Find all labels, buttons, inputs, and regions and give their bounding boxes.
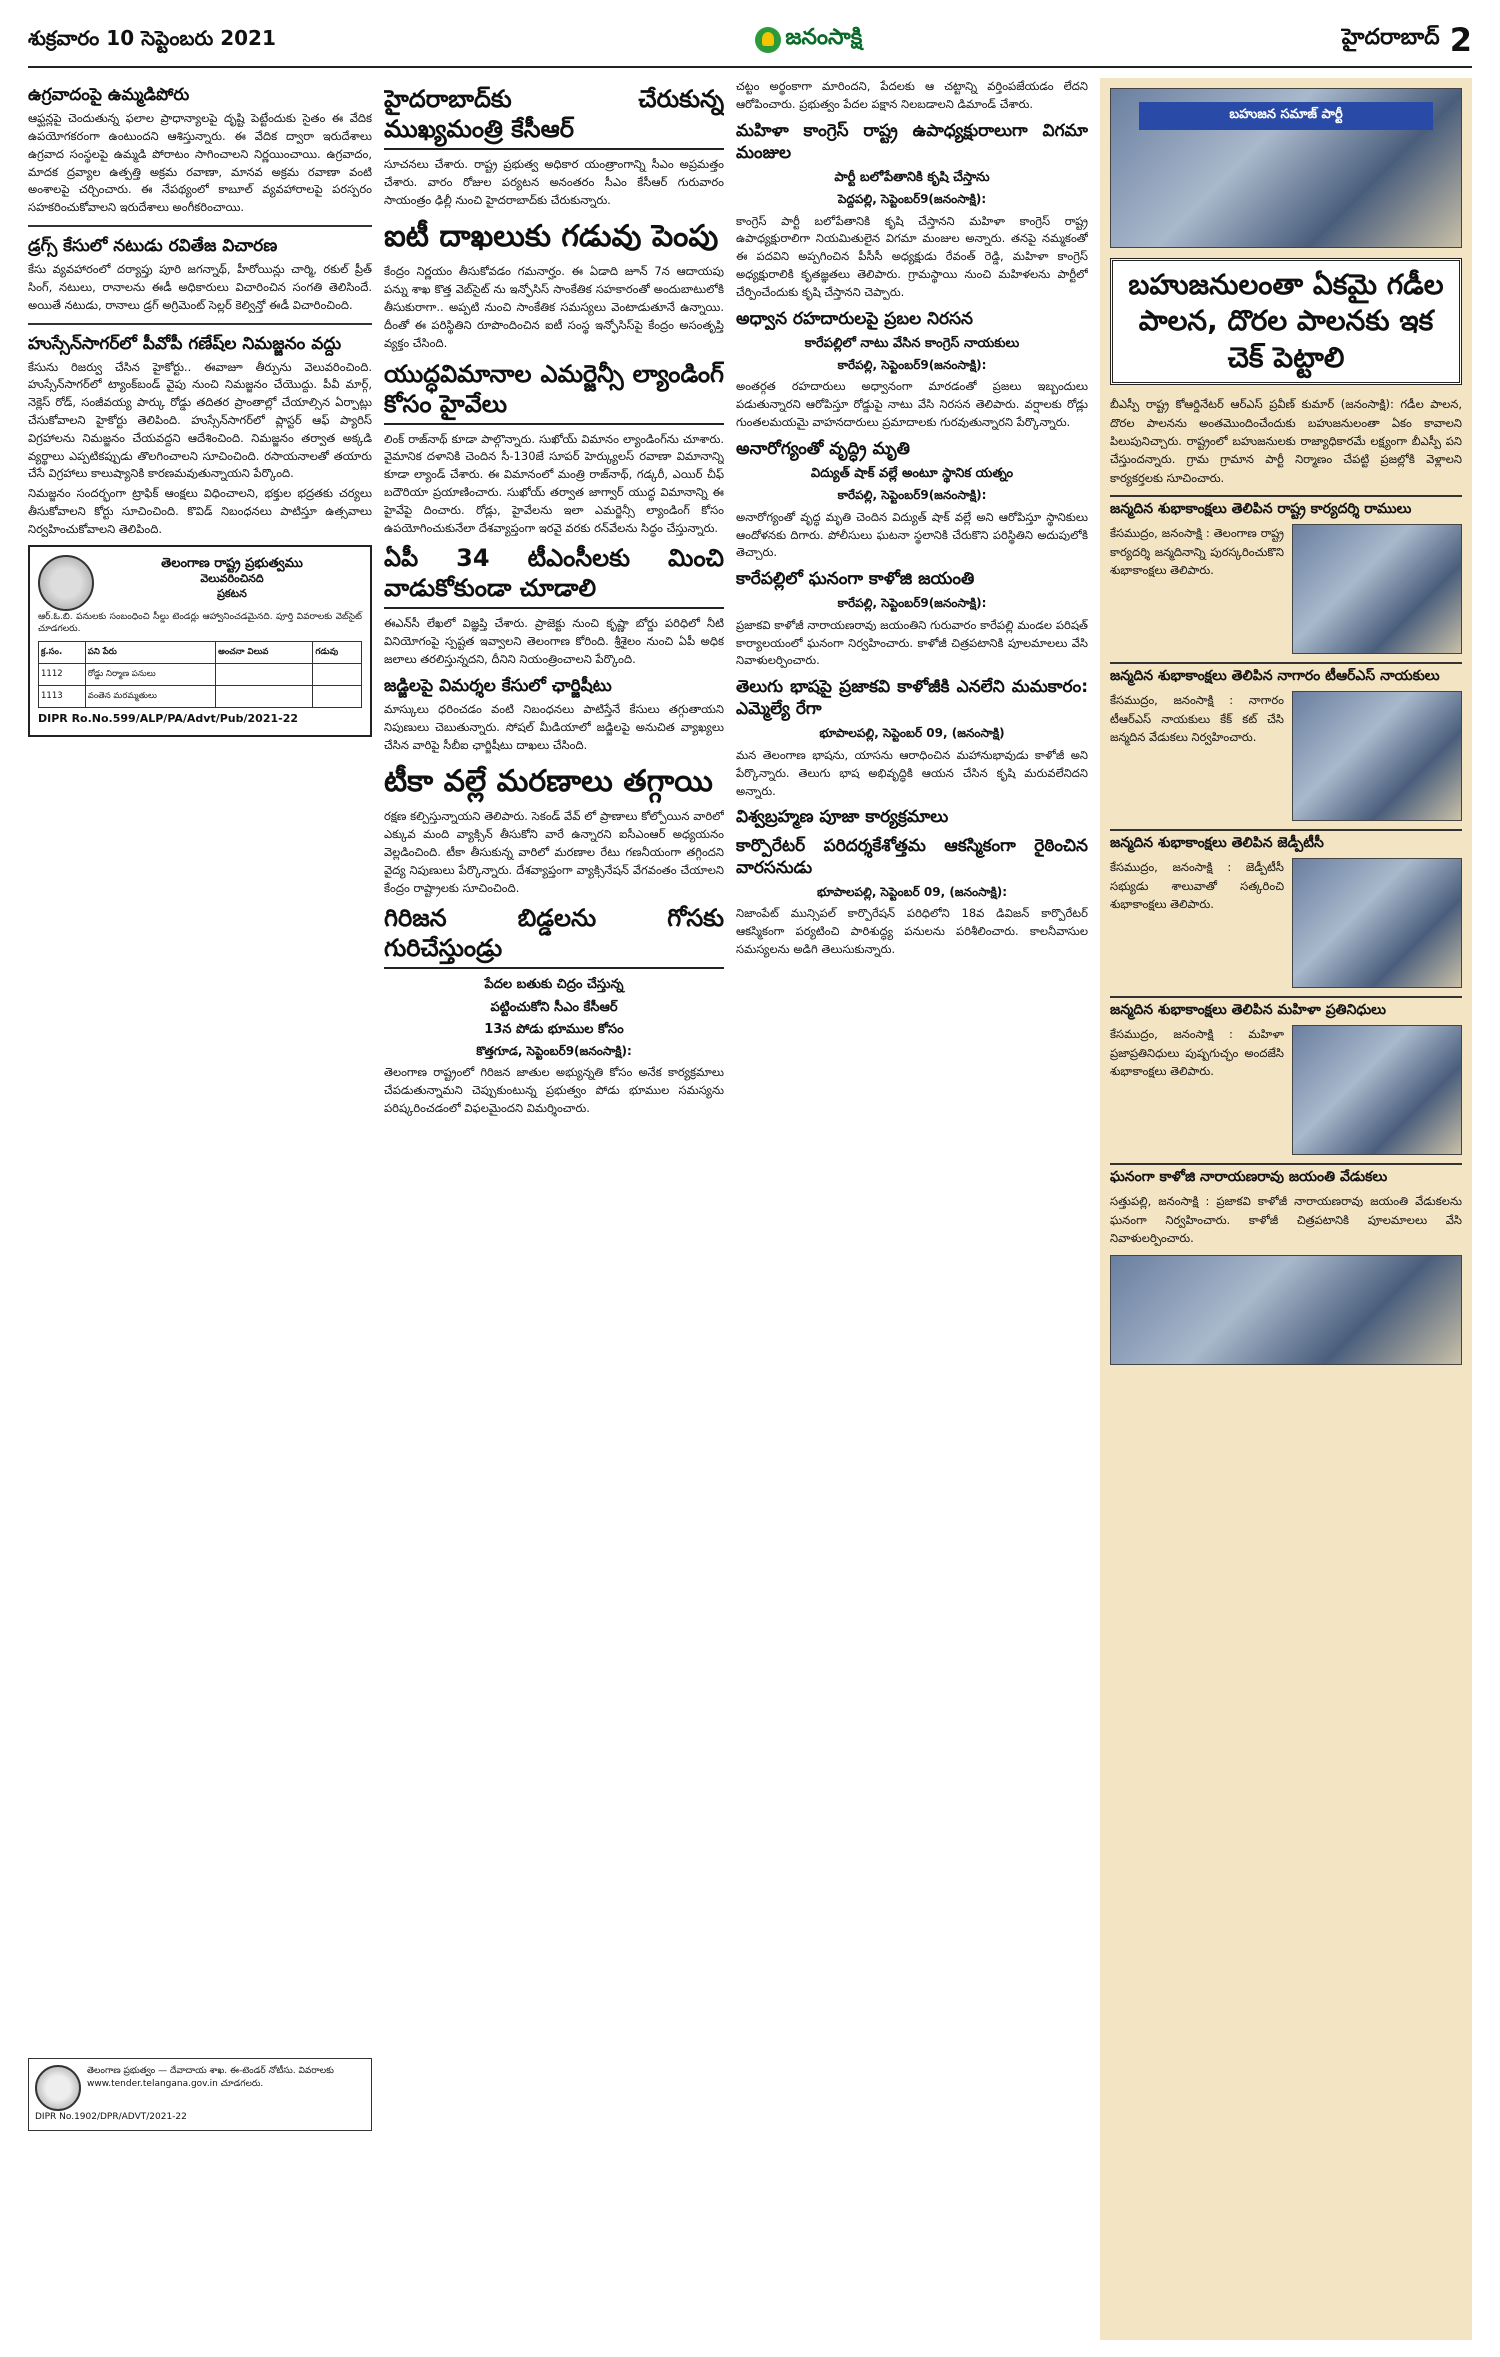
headline-puja: విశ్వబ్రహ్మణ పూజా కార్యక్రమాలు <box>736 807 949 828</box>
issue-date: శుక్రవారం 10 సెప్టెంబరు 2021 <box>28 25 276 50</box>
masthead <box>28 14 1472 66</box>
headline-telugu-kaloji: తెలుగు భాషపై ప్రజాకవి కాళోజీకి ఎనలేని మమకారం: ఎమ్మెల్యే రేగా <box>736 677 1088 720</box>
ad-col-header: అంచనా విలువ <box>216 642 313 664</box>
article-text: లింక్ రాజ్‌నాథ్ కూడా పాల్గొన్నారు. సుఖోయ్ విమానం ల్యాండింగ్‌ను చూశారు. వైమానిక దళానికి చెందిన సీ-130జే సూపర్ హెర్క్యులస్ రవాణా విమానాన్ని కూడా ల్యాండ్ చేశారు. ఈ విమానంలో మంత్రి రాజ్‌నాథ్, గడ్కరీ, ఎయిర్ చీఫ్ బదౌరియా ప్రయాణించారు. సుఖోయ్ తర్వాత జాగ్వార్ యుద్ధ విమానాన్ని ఈ హైవేపై దించారు. రోడ్లు, హైవేలను ఇలా ఎమర్జెన్సీ ల్యాండింగ్ కోసం ఉపయోగించుకునేలా దేశవ్యాప్తంగా ఇరవై వరకు రన్‌వేలను సిద్ధం చేస్తున్నారు. <box>384 431 724 535</box>
ad-cell <box>216 664 313 686</box>
article-text: సూచనలు చేశారు. రాష్ట్ర ప్రభుత్వ అధికార యంత్రాంగాన్ని సీఎం అప్రమత్తం చేశారు. వారం రోజుల పర్యటన అనంతరం సీఎం కేసీఆర్ గురువారం సాయంత్రం ఢిల్లీ నుంచి హైదరాబాద్‌కు చేరుకున్నారు. <box>384 157 724 207</box>
masthead-rule <box>28 66 1472 68</box>
subhead-birthday-3: జన్మదిన శుభాకాంక్షలు తెలిపిన జెడ్పీటీసీ <box>1110 829 1462 854</box>
ad-cell: వంతెన మరమ్మతులు <box>85 686 215 708</box>
headline-kaloji-karepalli: కారేపల్లిలో ఘనంగా కాళోజి జయంతి <box>736 569 975 590</box>
article-text: తెలంగాణ రాష్ట్రంలో గిరిజన జాతుల అభ్యున్నతి కోసం అనేక కార్యక్రమాలు చేపడుతున్నామని చెప్పుకుంటున్న ప్రభుత్వం పోడు భూముల సమస్యను పరిష్కరించడంలో విఫలమైందని విమర్శించారు. <box>384 1065 724 1116</box>
headline-tribal: గిరిజన బిడ్డలను గోసకు గురిచేస్తుండ్రు <box>384 903 724 969</box>
dateline: భూపాలపల్లి, సెప్టెంబర్ 09, (జనంసాక్షి): <box>816 884 1008 899</box>
subhead-birthday-4: జన్మదిన శుభాకాంక్షలు తెలిపిన మహిళా ప్రతినిధులు <box>1110 996 1462 1021</box>
ad-col-header: క్ర.సం. <box>39 642 86 664</box>
article-text: కాంగ్రెస్ పార్టీ బలోపేతానికి కృషి చేస్తానని మహిళా కాంగ్రెస్ రాష్ట్ర ఉపాధ్యక్షురాలిగా నియమితులైన విగమా మంజుల అన్నారు. తనపై నమ్మకంతో ఈ పదవిని అప్పగించిన పీసీసీ అధ్యక్షుడు రేవంత్ రెడ్డి, మహిళా కాంగ్రెస్ అధ్యక్షురాలికి కృతజ్ఞతలు తెలిపారు. గ్రామస్థాయి నుంచి మహిళలను పార్టీలో చేర్పించేందుకు కృషి చేస్తానని చెప్పారు. <box>736 213 1088 299</box>
notice-text: తెలంగాణ ప్రభుత్వం — దేవాదాయ శాఖ. ఈ-టెండర్ నోటీసు. వివరాలకు www.tender.telangana.gov.in చూడగలరు. <box>87 2066 334 2089</box>
dateline: కారేపల్లి, సెప్టెంబర్9(జనంసాక్షి): <box>837 488 987 503</box>
ad-col-header: పని పేరు <box>85 642 215 664</box>
photo-banner: బహుజన సమాజ్ పార్టీ <box>1139 102 1433 130</box>
dateline: కారేపల్లి, సెప్టెంబర్9(జనంసాక్షి): <box>837 596 987 611</box>
divider <box>28 323 372 325</box>
article-text: కేసముద్రం, జనంసాక్షి : నాగారం టీఆర్ఎస్ నాయకులు కేక్ కట్ చేసి జన్మదిన వేడుకలు నిర్వహించారు. <box>1110 693 1284 744</box>
headline-roads-protest: అధ్వాన రహదారులపై ప్రబల నిరసన <box>736 308 973 329</box>
headline-vaccine: టీకా వల్లే మరణాలు తగ్గాయి <box>384 764 713 800</box>
ad-cell: రోడ్డు నిర్మాణ పనులు <box>85 664 215 686</box>
dateline: భూపాలపల్లి, సెప్టెంబర్ 09, (జనంసాక్షి) <box>819 726 1005 741</box>
tender-notice <box>28 2058 372 2131</box>
article-text: కేసముద్రం, జనంసాక్షి : జెడ్పీటీసీ సభ్యుడు శాలువాతో సత్కరించి శుభాకాంక్షలు తెలిపారు. <box>1110 860 1284 911</box>
article-text: కేసముద్రం, జనంసాక్షి : తెలంగాణ రాష్ట్ర కార్యదర్శి జన్మదినాన్ని పురస్కరించుకొని శుభాకాంక్షలు తెలిపారు. <box>1110 526 1284 577</box>
headline-highways: యుద్ధవిమానాల ఎమర్జెన్సీ ల్యాండింగ్ కోసం హైవేలు <box>384 359 724 425</box>
column-3 <box>736 78 1088 2340</box>
ad-body: ఆర్.ఓ.బి. పనులకు సంబంధించి సీల్డు టెండర్లు ఆహ్వానించడమైనది. పూర్తి వివరాలకు వెబ్‌సైట్ చూడగలరు. <box>38 611 362 634</box>
subhead: పేదల బతుకు చిద్రం చేస్తున్న <box>484 977 624 993</box>
headline-bahujan: బహుజనులంతా ఏకమై గడీల పాలన, దొరల పాలనకు ఇక చెక్ పెట్టాలి <box>1110 258 1462 385</box>
paper-name: జనంసాక్షి <box>785 25 863 50</box>
news-item <box>1110 524 1462 654</box>
article-text: చట్టం అర్థంకాగా మారిందని, పేదలకు ఆ చట్టాన్ని వర్తింపజేయడం లేదని ఆరోపించారు. ప్రభుత్వం పేదల పక్షాన నిలబడాలని డిమాండ్ చేశారు. <box>736 79 1088 111</box>
ad-cell: 1112 <box>39 664 86 686</box>
subhead-birthday-2: జన్మదిన శుభాకాంక్షలు తెలిపిన నాగారం టీఆర్ఎస్ నాయకులు <box>1110 662 1462 687</box>
headline-judges: జడ్జిలపై విమర్శల కేసులో ఛార్జిషీటు <box>384 675 612 696</box>
headline-hussainsagar: హుస్సేన్‌సాగర్‌లో పీవోపీ గణేష్‌ల నిమజ్జనం వద్దు <box>28 333 342 354</box>
notice-dipr-number: DIPR No.1902/DPR/ADVT/2021-22 <box>35 2112 187 2122</box>
ad-table <box>38 641 362 708</box>
subhead: పట్టించుకోని సీఎం కేసీఆర్ <box>490 999 618 1015</box>
paper-logo <box>755 25 862 55</box>
article-text: కేసును రిజర్వు చేసిన హైకోర్టు.. ఈవాజూ తీర్పును వెలువరించింది. హుస్సేన్‌సాగర్‌లో ట్యాంక్‌బండ్ వైపు నుంచి నిమజ్జనం చేయొద్దు. పీవీ మార్గ్, నెక్లెస్ రోడ్, సంజీవయ్య పార్కు రోడ్డు తదితర ప్రాంతాల్లో చేయాల్సిన ఏర్పాట్లు చేసుకోవాలని హైకోర్టు తెలిపింది. హుస్సేన్‌సాగర్‌లో ప్లాస్టర్ ఆఫ్ ప్యారిస్ విగ్రహాలను నిమజ్జనం చేయవద్దని ఆదేశించింది. నిమజ్జనం తర్వాత అక్కడి వ్యర్థాలు ఎప్పటికప్పుడు తొలగించాలని సూచించింది. రసాయనాలతో తయారు చేసే విగ్రహాలు కాలుష్యానికి కారణమవుతున్నాయని పేర్కొంది. <box>28 359 372 481</box>
ad-cell <box>313 686 362 708</box>
article-text: కేసు వ్యవహారంలో దర్యాప్తు పూరి జగన్నాథ్, హీరోయిన్లు చార్మి, రకుల్ ప్రీత్ సింగ్, నటులు, రానాలను ఈడీ అధికారులు విచారించిన సంగతి తెలిసిందే. అయితే నటుడు, రానాలు డ్రగ్ అగ్రిమెంట్ సెల్లర్ కెల్విన్తో ఈడీ విచారించింది. <box>28 262 372 312</box>
ad-cell: 1113 <box>39 686 86 708</box>
headline-terror: ఉగ్రవాదంపై ఉమ్మడిపోరు <box>28 85 190 105</box>
dateline: కారేపల్లి, సెప్టెంబర్9(జనంసాక్షి): <box>837 357 987 372</box>
dateline: పెద్దపల్లి, సెప్టెంబర్9(జనంసాక్షి): <box>837 191 987 206</box>
news-item <box>1110 691 1462 821</box>
news-item <box>1110 858 1462 988</box>
edition-info <box>1342 21 1472 59</box>
article-text: అంతర్గత రహదారులు అధ్వానంగా మారడంతో ప్రజలు ఇబ్బందులు పడుతున్నారని ఆరోపిస్తూ రోడ్డుపై నాటు వేసి నిరసన తెలిపారు. వర్షాలకు రోడ్లు గుంతలమయమై వాహనదారులు ప్రమాదాలకు గురవుతున్నారని పేర్కొన్నారు. <box>736 379 1088 430</box>
page-number: 2 <box>1449 21 1472 59</box>
headline-ap-tmc: ఏపీ 34 టీఎంసీలకు మించి వాడుకోకుండా చూడాలి <box>384 543 724 609</box>
subhead: పార్టీ బలోపేతానికి కృషి చేస్తాను <box>834 169 990 185</box>
headline-drugs: డ్రగ్స్ కేసులో నటుడు రవితేజ విచారణ <box>28 235 278 256</box>
logo-emblem-icon <box>755 27 781 53</box>
dateline: కొత్తగూడ, సెప్టెంబర్9(జనంసాక్షి): <box>476 1043 632 1058</box>
ad-cell <box>313 664 362 686</box>
headline-corporator: కార్పొరేటర్ పరిదర్శకేశోత్తమ ఆకస్మికంగా రైఠించిన వారసనుడు <box>736 835 1088 878</box>
event-photo <box>1292 524 1462 654</box>
government-advertisement <box>28 545 372 737</box>
article-text: నిజాంపేట్ మున్సిపల్ కార్పొరేషన్ పరిధిలోని 18వ డివిజన్ కార్పొరేటర్ ఆకస్మికంగా పర్యటించి పారిశుద్ధ్య పనులను పరిశీలించారు. కాలనీవాసుల సమస్యలను అడిగి తెలుసుకున్నారు. <box>736 906 1088 956</box>
article-text: కేసముద్రం, జనంసాక్షి : మహిళా ప్రజాప్రతినిధులు పుష్పగుచ్ఛం అందజేసి శుభాకాంక్షలు తెలిపారు. <box>1110 1027 1284 1078</box>
ad-title: తెలంగాణ రాష్ట్ర ప్రభుత్వము <box>161 555 303 571</box>
article-text: ఈఎన్‌సీ లేఖలో విజ్ఞప్తి చేశారు. ప్రాజెక్టు నుంచి కృష్ణా బోర్డు పరిధిలో నీటి వినియోగంపై స్పష్టత ఇవ్వాలని తెలంగాణ కోరింది. శ్రీశైలం నుంచి ఏపీ అధిక జలాలు తరలిస్తున్నదని, దీనిని నియంత్రించాలని పేర్కొంది. <box>384 616 724 666</box>
article-text: మాస్కులు ధరించడం వంటి నిబంధనలు పాటిస్తేనే కేసులు తగ్గుతాయని నిపుణులు చెబుతున్నారు. సోషల్ మీడియాలో జడ్జిలపై అనుచిత వ్యాఖ్యలు చేసిన వారిపై సీబీఐ ఛార్జిషీటు దాఖలు చేసింది. <box>384 701 724 752</box>
endowments-seal-icon <box>35 2065 81 2111</box>
event-photo <box>1292 691 1462 821</box>
article-text: నిమజ్జనం సందర్భంగా ట్రాఫిక్ ఆంక్షలు విధించాలని, భక్తుల భద్రతకు చర్యలు తీసుకోవాలని కోర్టు సూచించింది. కొవిడ్ నిబంధనలు పాటిస్తూ ఉత్సవాలు నిర్వహించుకోవాలని తెలిపింది. <box>28 486 372 536</box>
subhead: కారేపల్లిలో నాటు వేసిన కాంగ్రెస్ నాయకులు <box>804 335 1020 351</box>
article-text: ఆఫ్ఘన్లపై చెందుతున్న ఫలాల ప్రాధాన్యాలపై దృష్టి పెట్టేందుకు సైతం ఈ వేదిక ఉపయోగకరంగా ఉంటుందని ఆశిస్తున్నారు. ఈ వేదిక ద్వారా ఇరుదేశాలు ఉగ్రవాద సంస్థలపై ఉమ్మడి పోరాటం సాగించాలని నిర్ణయించాయి. ఉగ్రవాదం, మాదక ద్రవ్యాల ఉత్పత్తి అక్రమ రవాణా, మానవ అక్రమ రవాణా వంటి అంశాలపై చర్చించారు. ఈ నేపథ్యంలో కాబూల్ వ్యవహారాలపై పరస్పరం సహకరించుకోవాలని ఇరుదేశాలు అంగీకరించాయి. <box>28 111 372 215</box>
column-2 <box>384 78 724 2340</box>
article-text: మన తెలంగాణ భాషను, యాసను ఆరాధించిన మహానుభావుడు కాళోజీ అని పేర్కొన్నారు. తెలుగు భాష అభివృద్ధికి ఆయన చేసిన కృషి మరువలేనిదని అన్నారు. <box>736 748 1088 798</box>
kaloji-event-photo <box>1110 1255 1462 1365</box>
city-name: హైదరాబాద్ <box>1341 25 1440 50</box>
ad-col-header: గడువు <box>313 642 362 664</box>
headline-kcr: హైదరాబాద్‌కు చేరుకున్న ముఖ్యమంత్రి కేసీఆర్ <box>384 84 724 150</box>
event-photo <box>1292 858 1462 988</box>
article-text: అనారోగ్యంతో వృద్ధ మృతి చెందిన విద్యుత్ షాక్ వల్లే అని ఆరోపిస్తూ స్థానికులు ఆందోళనకు దిగారు. పోలీసులు ఘటనా స్థలానికి చేరుకొని పరిస్థితిని అదుపులోకి తెచ్చారు. <box>736 509 1088 560</box>
article-text: సత్తుపల్లి, జనంసాక్షి : ప్రజాకవి కాళోజీ నారాయణరావు జయంతి వేడుకలను ఘనంగా నిర్వహించారు. కాళోజీ చిత్రపటానికి పూలమాలలు వేసి నివాళులర్పించారు. <box>1110 1194 1462 1245</box>
govt-seal-icon <box>38 555 94 611</box>
article-text: రక్షణ కల్పిస్తున్నాయని తెలిపారు. సెకండ్ వేవ్ లో ప్రాణాలు కోల్పోయిన వారిలో ఎక్కువ మంది వ్యాక్సిన్ తీసుకోని వారే ఉన్నారని ఐసీఎంఆర్ అధ్యయనం వెల్లడించింది. టీకా తీసుకున్న వారిలో మరణాల రేటు గణనీయంగా తగ్గిందని వైద్య నిపుణులు పేర్కొన్నారు. దేశవ్యాప్తంగా వ్యాక్సినేషన్ వేగవంతం చేయాలని కేంద్రం రాష్ట్రాలకు సూచించింది. <box>384 809 724 895</box>
headline-it-deadline: ఐటీ దాఖలుకు గడువు పెంపు <box>384 219 719 255</box>
table-row <box>39 686 362 708</box>
sidebar-column <box>1100 78 1472 2340</box>
headline-mahila-congress: మహిళా కాంగ్రెస్ రాష్ట్ర ఉపాధ్యక్షురాలుగా విగమా మంజుల <box>736 120 1088 163</box>
subhead-kaloji-sathupalli: ఘనంగా కాళోజి నారాయణరావు జయంతి వేడుకలు <box>1110 1163 1462 1188</box>
event-photo <box>1292 1025 1462 1155</box>
news-item <box>1110 1025 1462 1155</box>
divider <box>28 225 372 227</box>
article-text: కేంద్రం నిర్ణయం తీసుకోవడం గమనార్హం. ఈ ఏడాది జూన్ 7న ఆదాయపు పన్ను శాఖ కొత్త వెబ్‌సైట్ ను ఇన్ఫోసిస్ సాంకేతిక సహకారంతో అందుబాటులోకి తీసుకురాగా.. అప్పటి నుంచి సాంకేతిక సమస్యలు వెంటాడుతూనే ఉన్నాయి. దీంతో ఈ పరిస్థితిని రూపొందించిన ఐటీ సంస్థ ఇన్ఫోసిస్‌పై కేంద్రం అసంతృప్తి వ్యక్తం చేసింది. <box>384 264 724 350</box>
article-text: ప్రజాకవి కాళోజీ నారాయణరావు జయంతిని గురువారం కారేపల్లి మండల పరిషత్ కార్యాలయంలో ఘనంగా నిర్వహించారు. కాళోజీ చిత్రపటానికి పూలమాలలు వేసి నివాళులర్పించారు. <box>736 617 1088 668</box>
ad-subtitle: వెలువరించినది <box>200 572 264 586</box>
article-text: బీఎస్పీ రాష్ట్ర కోఆర్డినేటర్ ఆర్ఎస్ ప్రవీణ్ కుమార్ (జనంసాక్షి): గడీల పాలన, దొరల పాలనను అంతమొందించేందుకు బహుజనులంతా ఏకం కావాలని పిలుపునిచ్చారు. రాష్ట్రంలో బహుజనులకు రాజ్యాధికారమే లక్ష్యంగా బీఎస్పీ పని చేస్తుందన్నారు. గ్రామ గ్రామాన పార్టీ నిర్మాణం చేపట్టి ప్రజల్లోకి వెళ్లాలని కార్యకర్తలకు సూచించారు. <box>1110 397 1462 485</box>
subhead: విద్యుత్ షాక్ వల్లే అంటూ స్థానిక యత్నం <box>810 465 1014 481</box>
ad-dipr-number: DIPR Ro.No.599/ALP/PA/Advt/Pub/2021-22 <box>38 712 299 725</box>
ad-label: ప్రకటన <box>217 587 247 601</box>
headline-elder-death: అనారోగ్యంతో వృద్ధ్రి మృతి <box>736 438 910 459</box>
subhead: 13న పోడు భూముల కోసం <box>484 1021 624 1037</box>
bsp-meeting-photo <box>1110 88 1462 248</box>
subhead-birthday-1: జన్మదిన శుభాకాంక్షలు తెలిపిన రాష్ట్ర కార్యదర్శి రాములు <box>1110 495 1462 520</box>
ad-cell <box>216 686 313 708</box>
table-row <box>39 664 362 686</box>
column-1 <box>28 78 372 2038</box>
